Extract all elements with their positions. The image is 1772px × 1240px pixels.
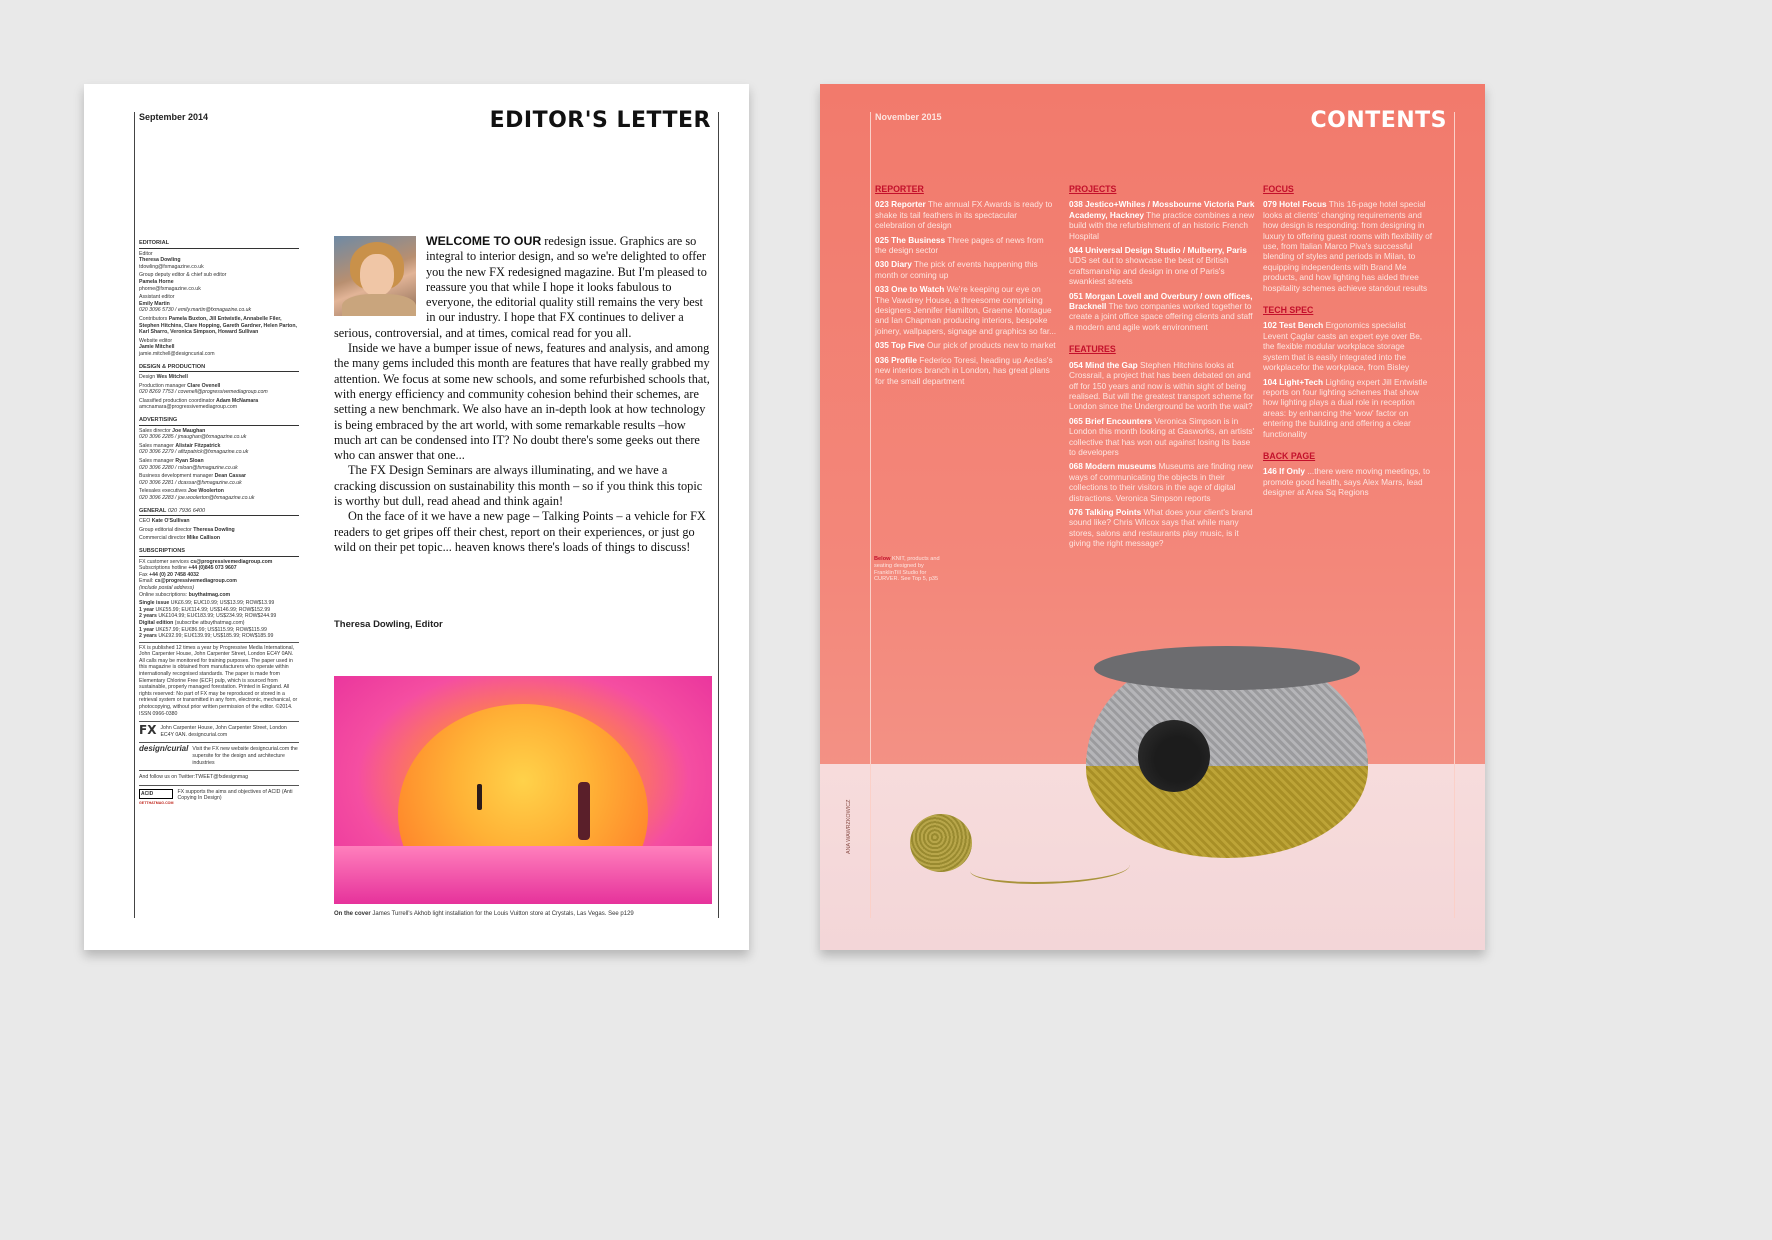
credit: Sales manager Alistair Fitzpatrick 020 3096 2279 / afitzpatrick@fxmagazine.co.uk — [139, 442, 249, 456]
contents-page — [820, 84, 1485, 950]
subscription-info: FX customer services cs@progressivemediagroup.com Subscriptions hotline +44 (0)845 073 9607 Fax +44 (0) 20 7458 4032 Email: cs@progressivemediagroup.com (include postal address) Online subscriptions: buythatmag.com — [139, 558, 273, 598]
masthead — [139, 234, 299, 807]
acid-logo: ACID — [139, 789, 173, 800]
contents-entry: 076 Talking Points What does your client's brand sound like? Chris Wilcox says that while many stores, salons and restaurants play music, is it giving the right message? — [1069, 506, 1253, 549]
contents-entry: 068 Modern museums Museums are finding new ways of communicating the objects in their collections to their visitors in the age of digital distractions. Veronica Simpson reports — [1069, 461, 1254, 503]
contents-column-2 — [1069, 184, 1255, 553]
contents-entry: 033 One to Watch We're keeping our eye on The Vawdrey House, a threesome comprising designers Jennifer Hamilton, Graeme Montague and Ian Chapman producing interiors, bespoke joinery, wallpapers, signage and graphics so far... — [875, 284, 1057, 336]
figure-silhouette — [477, 784, 482, 810]
contents-column-1 — [875, 184, 1057, 390]
letter-paragraph: WELCOME TO OUR redesign issue. Graphics are so integral to interior design, and so we're delighted to offer you the new FX redesigned magazine. But I'm pleased to reassure you that while I hope it looks fabulous to everyone, the editorial quality still remains the very best in our industry. I hope that FX continues to deliver a serious, controversial, and at times, comical read for you all. — [334, 234, 707, 340]
page-title: CONTENTS — [1310, 108, 1447, 133]
page-title: EDITOR'S LETTER — [489, 108, 711, 133]
contents-entry: 079 Hotel Focus This 16-page hotel special looks at clients' changing requirements and how design is responding: from designing in luxury to offering guest rooms with flexibility of use, from Italian Marco Piva's successful blending of styles and periods in Milan, to equipping independents with Brand Me products, and how lighting has aided three hospitality schemes achieve standout results — [1263, 199, 1433, 293]
designcurial-promo: design/curial Visit the FX new website designcurial.com the supersite for the design and architecture industries — [139, 744, 298, 766]
section-heading: PROJECTS — [1069, 184, 1117, 194]
section-heading: FOCUS — [1263, 184, 1294, 194]
editors-letter-page — [84, 84, 749, 950]
figure-silhouette — [578, 782, 590, 840]
contents-entry: 023 Reporter The annual FX Awards is ready to shake its tail feathers in its spectacular celebration of design — [875, 199, 1053, 231]
contents-entry: 065 Brief Encounters Veronica Simpson is in London this month looking at Gasworks, an artists' collective that has won out against losing its base to developers — [1069, 415, 1255, 457]
contents-entry: 038 Jestico+Whiles / Mossbourne Victoria Park Academy, Hackney The practice combines a new build with the refurbishment of an historic French Hospital — [1069, 199, 1255, 241]
credit: Editor Theresa Dowling tdowling@fxmagazine.co.uk — [139, 250, 204, 270]
editors-letter-body — [334, 234, 712, 555]
section-heading: EDITORIAL — [139, 240, 299, 249]
page-rule-right — [1454, 112, 1455, 918]
credit: Website editor Jamie Mitchell jamie.mitchell@designcurial.com — [139, 337, 215, 357]
contents-entry: 044 Universal Design Studio / Mulberry, Paris UDS set out to showcase the best of British craftsmanship and design in one of Paris's swankiest streets — [1069, 245, 1247, 287]
photo-caption: Below KNIT, products and seating designed by FranklinTill Studio for CURVER. See Top 5, p35 — [874, 556, 940, 583]
section-heading: REPORTER — [875, 184, 924, 194]
contents-entry: 102 Test Bench Ergonomics specialist Levent Çaglar casts an expert eye over Be, the flexible modular workplace storage system that is easily integrated into the workplacefor the workplace, from Bisley — [1263, 320, 1423, 373]
subscription-prices: Single issue UK£6.99; EU€10.99; US$13.99; ROW$13.99 1 year UK£55.99; EU€114.99; US$146.99; ROW$152.99 2 years UK£104.99; EU€183.99; US$234.99; ROW$244.99 Digital edition (subscribe atbuythatmag.com) 1 year UK£57.99; EU€86.99; US$115.99; ROW$115.99 2 years UK£92.99; EU€139.99; US$185.99; ROW$185.99 — [139, 600, 277, 640]
letter-paragraph: Inside we have a bumper issue of news, features and analysis, and among the many gems included this month are features that have really grabbed my attention. We focus at some new schools, and some refurbished schools that, with energy efficiency and community cohesion behind their schemes, are setting a new benchmark. We also have an in-depth look at how technology is being embraced by the art world, with some remarkable results –how much art can be condensed into IT? No doubt there's some geeks out there who can answer that one... — [334, 341, 710, 463]
page-rule-left — [134, 112, 135, 918]
section-heading: DESIGN & PRODUCTION — [139, 364, 299, 373]
contents-entry: 025 The Business Three pages of news from the design sector — [875, 234, 1044, 256]
section-heading: GENERAL 020 7936 6400 — [139, 508, 299, 517]
cover-image — [334, 676, 712, 904]
contents-entry: 036 Profile Federico Toresi, heading up Aedas's new interiors branch in London, has great plans for the small department — [875, 354, 1053, 386]
credit: Group deputy editor & chief sub editor Pamela Horne phorne@fxmagazine.co.uk — [139, 272, 227, 292]
page-rule-right — [718, 112, 719, 918]
contents-column-3 — [1263, 184, 1433, 502]
cover-caption: On the cover James Turrell's Akhob light installation for the Louis Vuitton store at Crystals, Las Vegas. See p129 — [334, 911, 634, 917]
credit: Design Wes Mitchell — [139, 374, 188, 381]
credit: Assistant editor Emily Martin 020 3096 5730 / emily.martin@fxmagazine.co.uk — [139, 294, 252, 314]
issue-date: November 2015 — [875, 112, 942, 122]
issue-date: September 2014 — [139, 112, 209, 122]
knit-pouf-photo — [1086, 646, 1368, 886]
contents-entry: 104 Light+Tech Lighting expert Jill Entwistle reports on four lighting schemes that show how lighting plays a dual role in reception areas: by enhancing the 'wow' factor on entering the building and offering a clear functionality — [1263, 376, 1428, 439]
credit: Commercial director Mike Callison — [139, 535, 221, 542]
contents-entry: 051 Morgan Lovell and Overbury / own offices, Bracknell The two companies worked together to create a joint office space offering clients and staff a modern and agile work environment — [1069, 290, 1253, 332]
credit: Classified production coordinator Adam McNamara amcnamara@progressivemediagroup.com — [139, 397, 259, 411]
twitter-line: And follow us on Twitter:TWEET@fxdesignmag — [139, 770, 299, 781]
contents-entry: 030 Diary The pick of events happening this month or coming up — [875, 259, 1038, 280]
credit: Telesales executives Joe Woolerton 020 3096 2283 / joe.woolerton@fxmagazine.co.uk — [139, 488, 255, 501]
credit: Sales director Joe Maughan 020 3096 2285 / jmaughan@fxmagazine.co.uk — [139, 427, 247, 441]
section-heading: FEATURES — [1069, 344, 1116, 355]
fx-logo: FX — [139, 723, 157, 738]
section-heading: TECH SPEC — [1263, 305, 1314, 316]
page-rule-left — [870, 112, 871, 918]
acid-notice: ACID GETTHATMAG.COM FX supports the aims and objectives of ACID (Anti Copying In Design) — [139, 785, 299, 807]
credit: CEO Kate O'Sullivan — [139, 518, 190, 525]
credit: Contributors Pamela Buxton, Jill Entwistle, Annabelle Filer, Stephen Hitchins, Clare Hopping, Gareth Gardner, Helen Parton, Karl Sharro, Veronica Simpson, Howard Sullivan — [139, 315, 297, 336]
credit: Production manager Clare Ovenell 020 8269 7753 / covenell@progressivemediagroup.com — [139, 382, 268, 396]
section-heading: BACK PAGE — [1263, 450, 1316, 461]
designcurial-logo: design/curial — [139, 744, 189, 754]
photo-credit: ANA WAWRZKOWICZ — [846, 799, 852, 854]
credit: Group editorial director Theresa Dowling — [139, 526, 235, 533]
letter-paragraph: The FX Design Seminars are always illuminating, and we have a cracking discussion on sustainability this month – so if you think this topic is worthy but dull, read ahead and think again! — [334, 463, 703, 509]
legal-notice: FX is published 12 times a year by Progressive Media International, John Carpenter House, John Carpenter Street, London EC4Y 0AN. All calls may be monitored for training purposes. The paper used in this magazine is obtained from manufacturers who operate within internationally recognised standards. The paper is made from Elementary Chlorine Free (ECF) pulp, which is sourced from sustainable, properly managed forestation. Printed in England. All rights reserved: No part of FX may be reproduced or stored in a retrieval system or transmitted in any form, electronic, mechanical, or photocopying, without prior written permission of the editor. ©2014. ISSN 0966-0380 — [139, 642, 299, 718]
contents-entry: 054 Mind the Gap Stephen Hitchins looks at Crossrail, a project that has been debated on and off for 150 years and now is within sight of being realised. But will the greatest transport scheme for London since the Underground be worth the wait? — [1069, 359, 1254, 412]
section-heading: SUBSCRIPTIONS — [139, 548, 299, 557]
credit: Sales manager Ryan Sloan 020 3096 2280 / rsloan@fxmagazine.co.uk — [139, 458, 238, 471]
contents-entry: 035 Top Five Our pick of products new to market — [875, 340, 1056, 351]
getthatmag-logo: GETTHATMAG.COM — [139, 801, 174, 806]
contents-entry: 146 If Only ...there were moving meetings, to promote good health, says Alex Marrs, lead designer at Area Sq Regions — [1263, 466, 1430, 498]
letter-lead-in: WELCOME TO OUR — [426, 234, 542, 248]
editor-signoff: Theresa Dowling, Editor — [334, 619, 443, 630]
fx-contact: FX John Carpenter House, John Carpenter Street, London EC4Y 0AN. designcurial.com — [139, 721, 299, 738]
yarn-ball — [910, 814, 972, 872]
credit: Business development manager Dean Cassar 020 3096 2281 / dcassar@fxmagazine.co.uk — [139, 473, 246, 486]
section-heading: ADVERTISING — [139, 417, 299, 426]
letter-paragraph: On the face of it we have a new page – Talking Points – a vehicle for FX readers to get gripes off their chest, report on their experiences, or just go wild on their pet topic... heaven knows there's loads of things to discuss! — [334, 509, 706, 554]
